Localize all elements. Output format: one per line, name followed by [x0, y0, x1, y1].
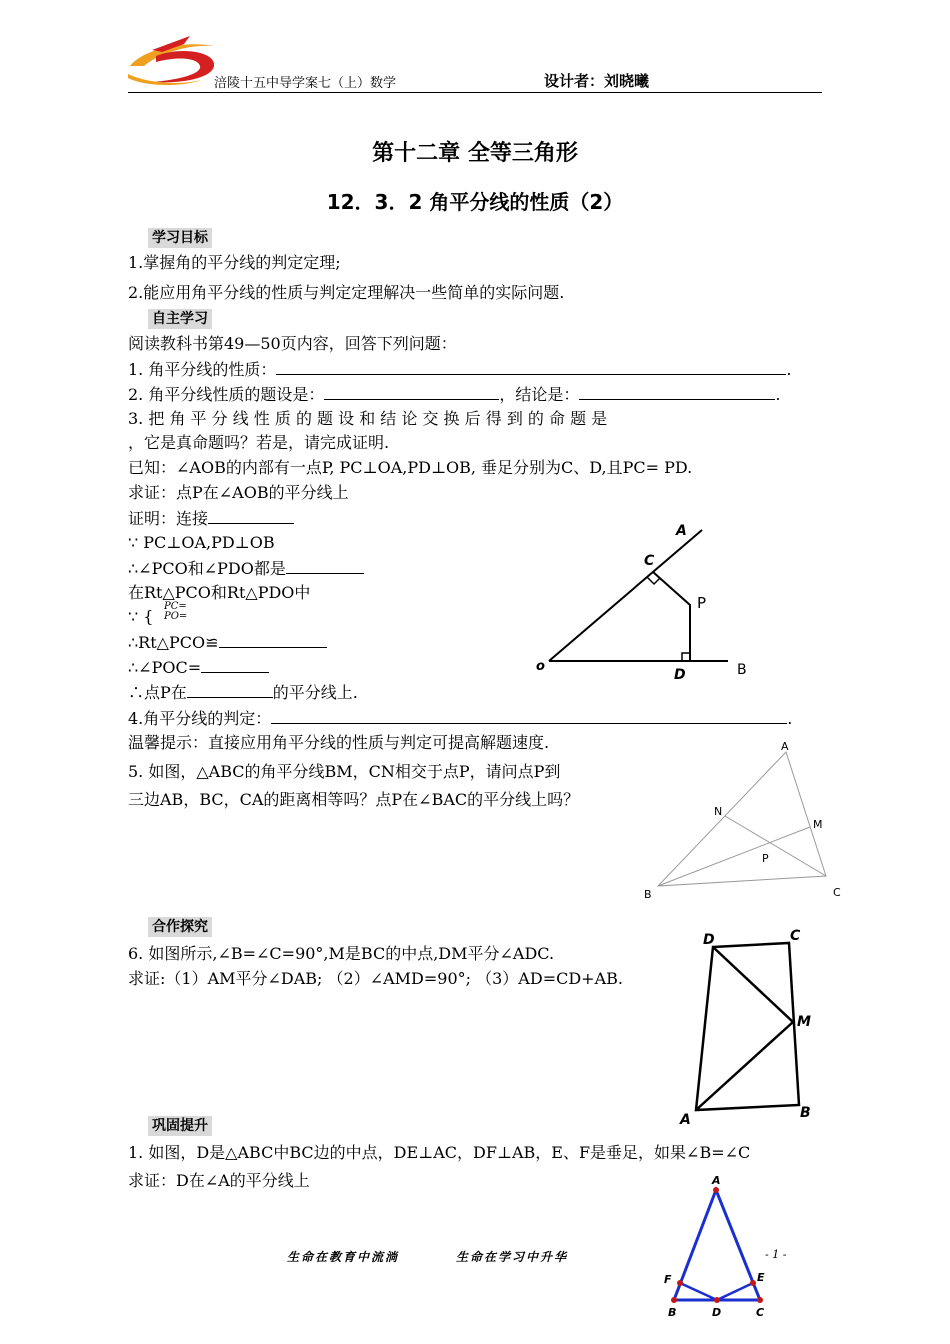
label-d: D — [703, 932, 715, 948]
goal-item-1: 1.掌握角的平分线的判定定理; — [128, 253, 341, 272]
label-c: C — [756, 1306, 765, 1319]
question-2-label-b: ，结论是： — [499, 385, 580, 404]
label-e: E — [757, 1271, 765, 1284]
question-4: 4.角平分线的判定： . — [128, 709, 793, 728]
page-number: - 1 - — [765, 1248, 787, 1261]
footer-motto-left: 生命在教育中流淌 — [287, 1250, 400, 1264]
answer-blank[interactable] — [276, 358, 786, 375]
label-b: B — [800, 1105, 811, 1121]
segment-dm — [713, 947, 793, 1022]
answer-blank[interactable] — [187, 681, 273, 698]
chapter-title: 第十二章 全等三角形 — [372, 141, 578, 166]
figure-triangle-bisectors — [638, 736, 848, 906]
point-f — [677, 1280, 683, 1286]
question-2-label: 2. 角平分线性质的题设是： — [128, 385, 325, 404]
proof-step-2: ∵ PC⊥OA,PD⊥OB — [128, 533, 275, 552]
label-b: B — [737, 662, 747, 678]
tip-text: 温馨提示：直接应用角平分线的性质与判定可提高解题速度. — [128, 733, 550, 752]
answer-blank[interactable] — [286, 557, 364, 574]
proof-step-5 — [128, 601, 188, 628]
consolidate-heading: 巩固提升 — [148, 1116, 212, 1136]
school-logo — [122, 30, 222, 88]
point-b — [671, 1297, 677, 1303]
proof-step-6-label: ∴Rt△PCO≌ — [128, 633, 219, 652]
label-p: P — [762, 852, 769, 865]
label-b: B — [644, 888, 652, 901]
answer-blank[interactable] — [219, 631, 327, 648]
label-d: D — [674, 667, 686, 683]
label-c: C — [833, 886, 841, 899]
header-designer: 设计者：刘晓曦 — [544, 72, 650, 90]
proof-brace: ∵ { — [128, 607, 154, 626]
figure-angle-bisector — [530, 518, 760, 688]
right-angle-mark-c — [647, 577, 660, 584]
coop-heading: 合作探究 — [148, 917, 212, 937]
question-5b: 三边AB，BC，CA的距离相等吗？点P在∠BAC的平分线上吗？ — [128, 790, 580, 809]
answer-blank[interactable] — [271, 707, 787, 724]
header-school: 涪陵十五中导学案七（上）数学 — [214, 76, 397, 91]
answer-blank[interactable] — [201, 656, 269, 673]
figure-quadrilateral — [672, 924, 822, 1129]
point-d — [714, 1297, 720, 1303]
proof-step-7 — [128, 656, 269, 679]
label-n: N — [714, 805, 723, 818]
prove-text: 求证：点P在∠AOB的平分线上 — [128, 483, 349, 502]
figure-isosceles-triangle — [656, 1170, 776, 1344]
segment-df — [680, 1283, 717, 1300]
label-a: A — [680, 1112, 691, 1128]
answer-blank[interactable] — [579, 383, 775, 400]
proof-step-7-label: ∴∠POC= — [128, 658, 202, 677]
label-c: C — [644, 553, 655, 569]
answer-blank[interactable] — [324, 383, 499, 400]
label-m: M — [813, 818, 823, 831]
label-m: M — [797, 1014, 811, 1030]
question-1-label: 1. 角平分线的性质： — [128, 360, 277, 379]
point-e — [750, 1280, 756, 1286]
given-text: 已知：∠AOB的内部有一点P, PC⊥OA,PD⊥OB, 垂足分别为C、D,且PC= PD. — [128, 458, 693, 477]
triangle-abc — [658, 752, 826, 886]
point-c — [757, 1297, 763, 1303]
question-6a: 6. 如图所示,∠B=∠C=90°,M是BC的中点,DM平分∠ADC. — [128, 944, 555, 963]
label-a: A — [676, 523, 687, 539]
proof-step-4: 在Rt△PCO和Rt△PDO中 — [128, 583, 311, 602]
proof-step-6 — [128, 631, 327, 654]
question-3b: ，它是真命题吗？若是，请完成证明. — [128, 433, 390, 452]
question-2: 2. 角平分线性质的题设是： ，结论是： . — [128, 385, 781, 404]
label-b: B — [668, 1306, 677, 1319]
proof-step-8-label: ∴点P在 — [128, 683, 187, 702]
segment-am — [696, 1022, 793, 1110]
label-a: A — [781, 740, 789, 753]
label-p: P — [697, 594, 707, 612]
bisector-cn — [725, 816, 826, 876]
proof-step-3-label: ∴∠PCO和∠PDO都是 — [128, 559, 286, 578]
header-rule — [128, 92, 822, 93]
label-c: C — [790, 928, 801, 944]
proof-step-8 — [128, 681, 358, 704]
question-3a: 3. 把 角 平 分 线 性 质 的 题 设 和 结 论 交 换 后 得 到 的 命 题 是 — [128, 409, 608, 428]
proof-step-3 — [128, 557, 364, 580]
section-title: 12．3．2 角平分线的性质（2） — [326, 190, 624, 214]
segments-pc-pd — [653, 572, 690, 661]
label-f: F — [664, 1273, 672, 1286]
proof-step-1 — [128, 507, 294, 530]
question-1: 1. 角平分线的性质： . — [128, 360, 792, 379]
segment-de — [717, 1283, 753, 1300]
proof-step-1-label: 证明：连接 — [128, 509, 209, 528]
question-6b: 求证:（1）AM平分∠DAB; （2）∠AMD=90°; （3）AD=CD+AB. — [128, 969, 623, 988]
answer-blank[interactable] — [208, 507, 294, 524]
quadrilateral-dcba — [696, 943, 799, 1110]
goals-heading: 学习目标 — [148, 228, 212, 248]
brace-line-2: PO= — [164, 611, 188, 622]
consolidate-q1b: 求证：D在∠A的平分线上 — [128, 1171, 310, 1190]
brace-line-1: PC= — [164, 601, 187, 612]
point-a — [713, 1187, 719, 1193]
question-4-label: 4.角平分线的判定： — [128, 709, 272, 728]
label-o: o — [536, 659, 545, 674]
bisector-bm — [658, 827, 810, 886]
goal-item-2: 2.能应用角平分线的性质与判定定理解决一些简单的实际问题. — [128, 283, 565, 302]
label-d: D — [712, 1306, 722, 1319]
self-study-intro: 阅读教科书第49—50页内容，回答下列问题： — [128, 334, 457, 353]
self-study-heading: 自主学习 — [148, 309, 212, 329]
question-5a: 5. 如图，△ABC的角平分线BM，CN相交于点P，请问点P到 — [128, 762, 561, 781]
right-angle-mark-d — [682, 653, 690, 661]
triangle-abc — [674, 1190, 760, 1300]
label-a: A — [712, 1174, 721, 1187]
footer-motto-right: 生命在学习中升华 — [456, 1250, 569, 1264]
consolidate-q1a: 1. 如图，D是△ABC中BC边的中点，DE⊥AC，DF⊥AB，E、F是垂足，如果∠B=∠C — [128, 1143, 751, 1162]
proof-step-8-tail: 的平分线上. — [272, 683, 358, 702]
